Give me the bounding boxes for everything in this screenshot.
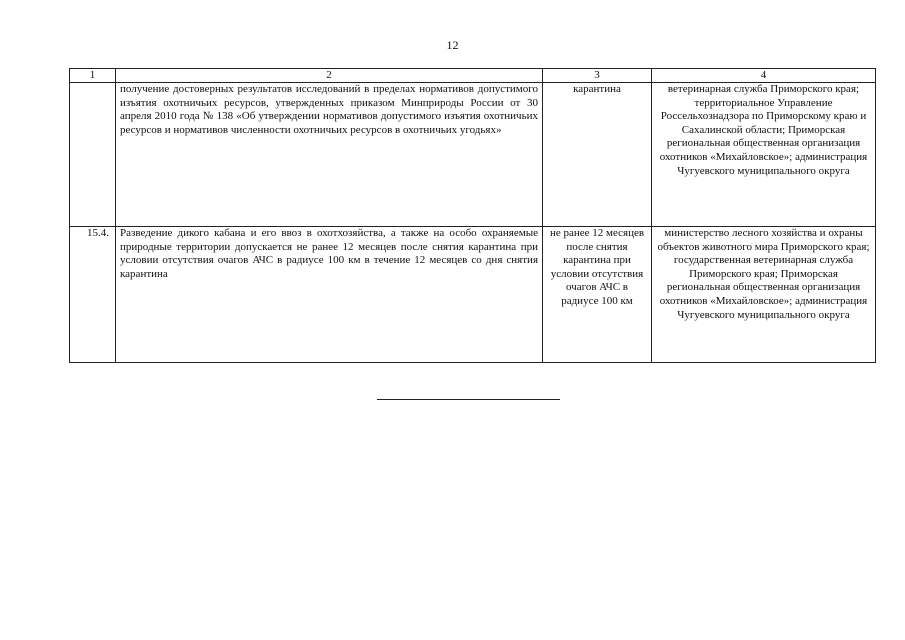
end-separator-line (377, 399, 560, 400)
column-number-4: 4 (652, 69, 876, 83)
measure-text: получение достоверных результатов исследований в пределах нормативов допустимого изъятия охотничьих ресурсов, утвержденных приказом Минприроды России от 30 апреля 2010 года № 138 «Об утверждении нормативов допустимого изъятия охотничьих ресурсов и нормативов численности охотничьих ресурсов в охотничьих угодьях» (116, 83, 543, 227)
measures-table (69, 68, 876, 363)
column-number-2: 2 (116, 69, 543, 83)
page-number: 12 (446, 38, 459, 52)
table-row (70, 83, 876, 227)
column-number-3: 3 (543, 69, 652, 83)
responsible-text: министерство лесного хозяйства и охраны объектов животного мира Приморского края; государственная ветеринарная служба Приморского края; Приморская региональная общественная организация охотников «Михайловское»; администрация Чугуевского муниципального округа (652, 227, 876, 363)
term-text: не ранее 12 месяцев после снятия карантина при условии отсутствия очагов АЧС в радиусе 100 км (543, 227, 652, 363)
row-number (70, 83, 116, 227)
responsible-text: ветеринарная служба Приморского края; территориальное Управление Россельхознадзора по Приморскому краю и Сахалинской области; Приморская региональная общественная организация охотников «Михайловское»; администрация Чугуевского муниципального округа (652, 83, 876, 227)
table-row (70, 227, 876, 363)
measure-text: Разведение дикого кабана и его ввоз в охотхозяйства, а также на особо охраняемые природные территории допускается не ранее 12 месяцев после снятия карантина при условии отсутствия очагов АЧС в радиусе 100 км в течение 12 месяцев со дня снятия карантина (116, 227, 543, 363)
column-number-1: 1 (70, 69, 116, 83)
term-text: карантина (543, 83, 652, 227)
row-number: 15.4. (70, 227, 116, 363)
table-header-row (70, 69, 876, 83)
